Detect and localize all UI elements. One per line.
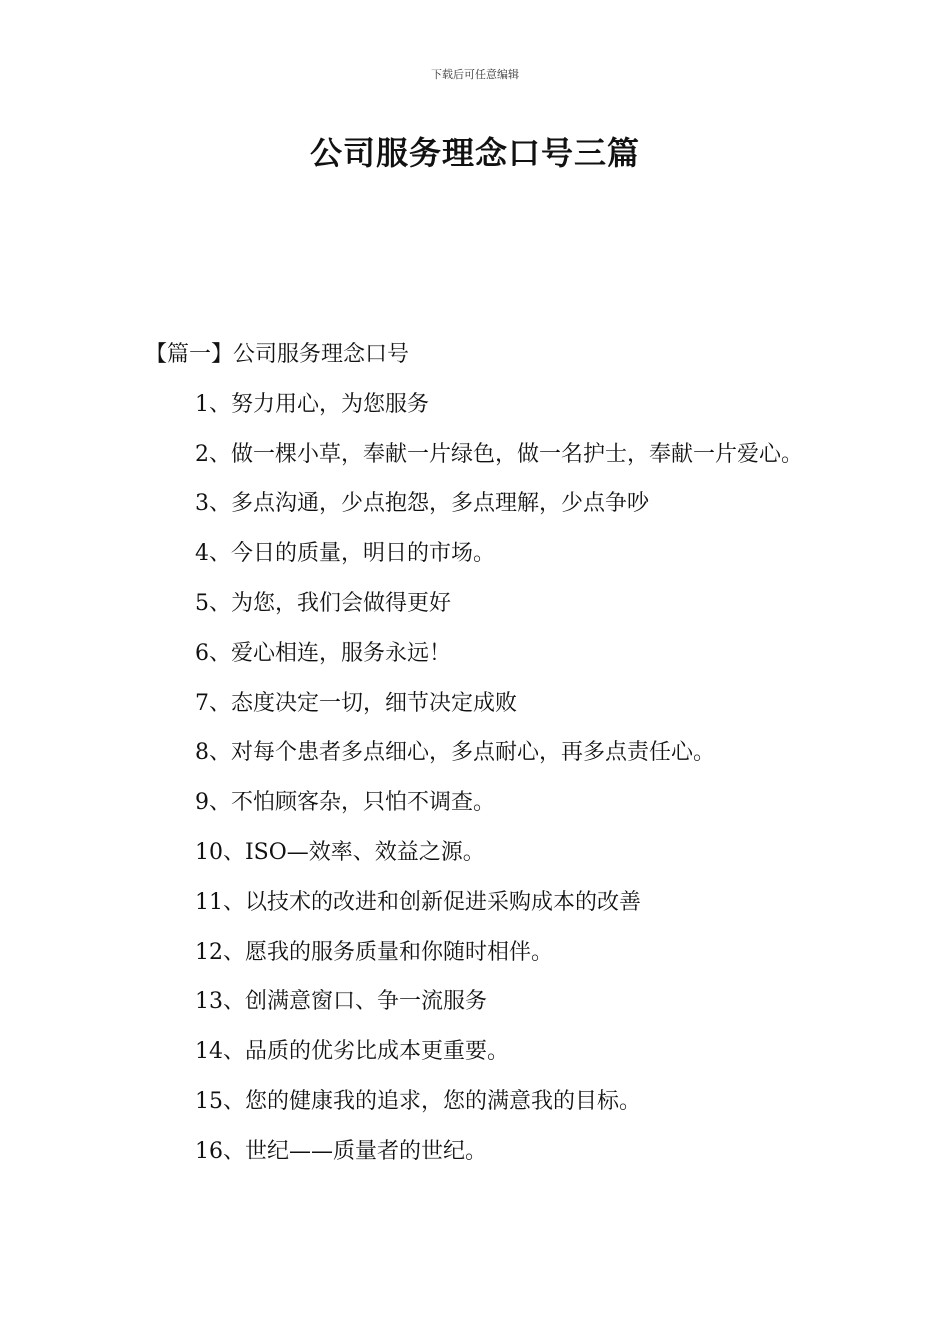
list-item: 14、品质的优劣比成本更重要。: [195, 1039, 509, 1065]
header-note: 下载后可任意编辑: [431, 68, 519, 81]
list-item: 7、态度决定一切，细节决定成败: [195, 690, 517, 716]
list-item: 15、您的健康我的追求，您的满意我的目标。: [195, 1088, 641, 1114]
section-heading: 【篇一】公司服务理念口号: [145, 342, 410, 367]
list-item: 13、创满意窗口、争一流服务: [195, 989, 487, 1015]
list-item: 2、做一棵小草，奉献一片绿色，做一名护士，奉献一片爱心。: [195, 441, 803, 467]
document-title: 公司服务理念口号三篇: [309, 134, 640, 172]
list-item: 10、ISO—效率、效益之源。: [195, 839, 485, 865]
list-item: 3、多点沟通，少点抱怨，多点理解，少点争吵: [195, 491, 649, 517]
document-body: [145, 330, 815, 1177]
list-item: 16、世纪——质量者的世纪。: [195, 1138, 487, 1164]
list-item: 12、愿我的服务质量和你随时相伴。: [195, 939, 553, 965]
list-item: 5、为您，我们会做得更好: [195, 590, 451, 616]
list-item: 9、不怕顾客杂，只怕不调查。: [195, 790, 495, 816]
list-item: 4、今日的质量，明日的市场。: [195, 541, 495, 567]
list-item: 6、爱心相连，服务永远！: [195, 640, 451, 666]
list-item: 8、对每个患者多点细心，多点耐心，再多点责任心。: [195, 740, 715, 766]
list-item: 11、以技术的改进和创新促进采购成本的改善: [195, 889, 641, 915]
list-item: 1、努力用心，为您服务: [195, 391, 429, 417]
